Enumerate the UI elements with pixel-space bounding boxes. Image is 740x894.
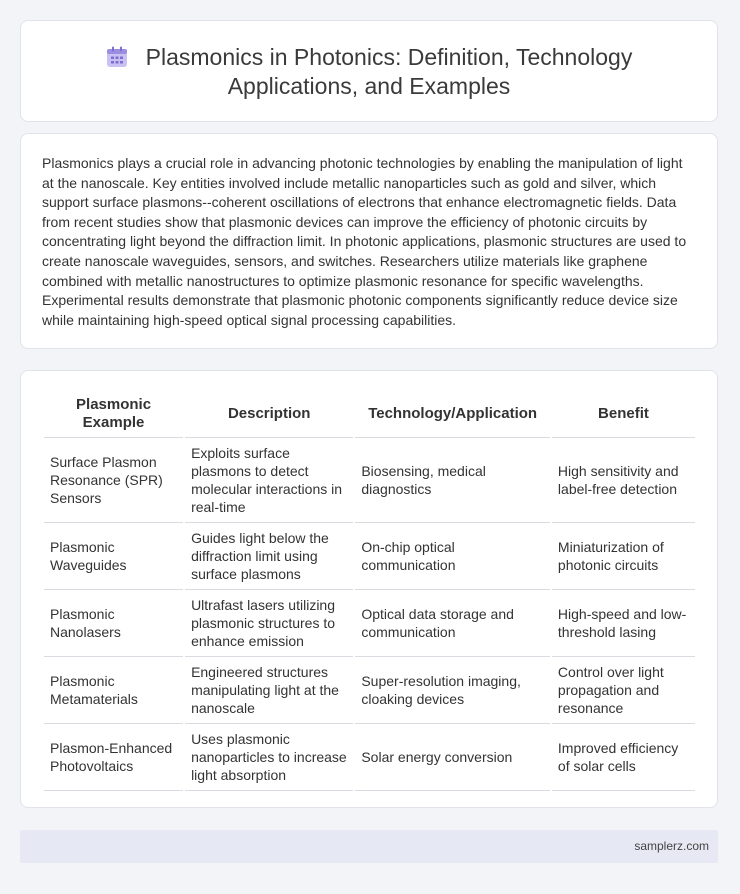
page-title (21, 43, 717, 101)
calendar-grid-icon (106, 46, 128, 68)
table-row (44, 438, 695, 523)
title-line-2: Applications, and Examples (227, 73, 511, 99)
table-card (20, 370, 718, 808)
table-row (44, 724, 695, 791)
table-row (44, 590, 695, 657)
cell-technology: Solar energy conversion (355, 724, 550, 791)
cell-example: Plasmonic Metamaterials (44, 657, 183, 724)
cell-description: Engineered structures manipulating light at the nanoscale (185, 657, 353, 724)
cell-benefit: High-speed and low-threshold lasing (552, 590, 695, 657)
cell-description: Guides light below the diffraction limit using surface plasmons (185, 523, 353, 590)
footer-bar (20, 830, 718, 863)
cell-benefit: High sensitivity and label-free detection (552, 438, 695, 523)
cell-technology: Optical data storage and communication (355, 590, 550, 657)
cell-benefit: Improved efficiency of solar cells (552, 724, 695, 791)
intro-paragraph: Plasmonics plays a crucial role in advancing photonic technologies by enabling the manipulation of light at the nanoscale. Key entities involved include metallic nanoparticles such as gold and silver, which support surface plasmons--coherent oscillations of electrons that enhance electromagnetic fields. Data from recent studies show that plasmonic devices can improve the efficiency of photonic circuits by concentrating light beyond the diffraction limit. In photonic applications, plasmonic structures are used to create nanoscale waveguides, sensors, and switches. Researchers utilize materials like graphene combined with metallic nanostructures to optimize plasmonic resonance for specific wavelengths. Experimental results demonstrate that plasmonic photonic components significantly reduce device size while maintaining high-speed optical signal processing capabilities. (42, 155, 687, 328)
cell-description: Uses plasmonic nanoparticles to increase light absorption (185, 724, 353, 791)
title-line-1: Plasmonics in Photonics: Definition, Technology (145, 44, 633, 70)
table-row (44, 657, 695, 724)
intro-card (20, 133, 718, 349)
cell-benefit: Miniaturization of photonic circuits (552, 523, 695, 590)
title-card (20, 20, 718, 122)
cell-example: Plasmon-Enhanced Photovoltaics (44, 724, 183, 791)
header-benefit: Benefit (552, 391, 695, 438)
examples-table (42, 391, 697, 791)
cell-benefit: Control over light propagation and resonance (552, 657, 695, 724)
cell-example: Plasmonic Nanolasers (44, 590, 183, 657)
cell-technology: Biosensing, medical diagnostics (355, 438, 550, 523)
table-header-row (44, 391, 695, 438)
table-row (44, 523, 695, 590)
header-example: Plasmonic Example (44, 391, 183, 438)
cell-example: Plasmonic Waveguides (44, 523, 183, 590)
cell-example: Surface Plasmon Resonance (SPR) Sensors (44, 438, 183, 523)
cell-description: Exploits surface plasmons to detect molecular interactions in real-time (185, 438, 353, 523)
header-technology: Technology/Application (355, 391, 550, 438)
cell-technology: Super-resolution imaging, cloaking devices (355, 657, 550, 724)
cell-description: Ultrafast lasers utilizing plasmonic structures to enhance emission (185, 590, 353, 657)
footer-site-link[interactable]: samplerz.com (634, 839, 709, 853)
header-description: Description (185, 391, 353, 438)
cell-technology: On-chip optical communication (355, 523, 550, 590)
